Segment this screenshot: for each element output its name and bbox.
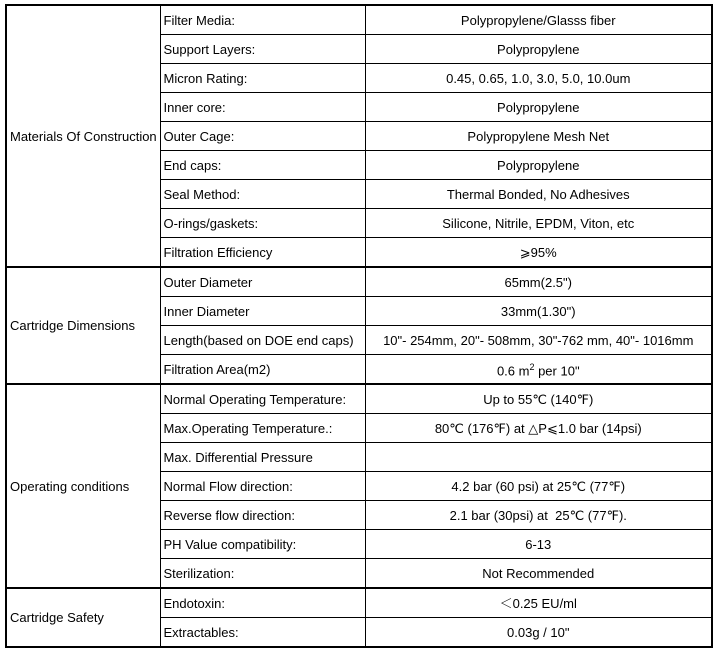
spec-table-container — [5, 4, 713, 648]
property-label: Max. Differential Pressure — [160, 443, 365, 472]
property-value: 80℃ (176℉) at △P⩽1.0 bar (14psi) — [365, 414, 712, 443]
group-label-dimensions: Cartridge Dimensions — [6, 267, 160, 384]
property-label: Micron Rating: — [160, 64, 365, 93]
property-label: Inner core: — [160, 93, 365, 122]
specification-table — [5, 4, 713, 648]
property-label: Normal Operating Temperature: — [160, 384, 365, 414]
property-label: Length(based on DOE end caps) — [160, 326, 365, 355]
table-row — [6, 384, 712, 414]
property-value: Polypropylene — [365, 151, 712, 180]
property-value: 0.03g / 10" — [365, 618, 712, 648]
property-label: Reverse flow direction: — [160, 501, 365, 530]
property-label: Endotoxin: — [160, 588, 365, 618]
property-label: Extractables: — [160, 618, 365, 648]
property-value: Polypropylene — [365, 93, 712, 122]
value-text: 0.6 m — [496, 363, 530, 379]
property-value: Polypropylene — [365, 35, 712, 64]
property-value: Polypropylene/Glasss fiber — [365, 5, 712, 35]
property-label: O-rings/gaskets: — [160, 209, 365, 238]
value-text: per 10" — [534, 363, 580, 379]
group-label-materials: Materials Of Construction — [6, 5, 160, 267]
property-value: 33mm(1.30") — [365, 297, 712, 326]
property-value — [365, 355, 712, 385]
property-value: ⩾95% — [365, 238, 712, 268]
property-value: Thermal Bonded, No Adhesives — [365, 180, 712, 209]
property-label: End caps: — [160, 151, 365, 180]
table-row — [6, 267, 712, 297]
group-label-operating: Operating conditions — [6, 384, 160, 588]
property-value: 0.45, 0.65, 1.0, 3.0, 5.0, 10.0um — [365, 64, 712, 93]
property-value: Up to 55℃ (140℉) — [365, 384, 712, 414]
property-value: Polypropylene Mesh Net — [365, 122, 712, 151]
property-value: 65mm(2.5") — [365, 267, 712, 297]
table-row — [6, 5, 712, 35]
property-value: Silicone, Nitrile, EPDM, Viton, etc — [365, 209, 712, 238]
property-value: 6-13 — [365, 530, 712, 559]
property-label: Max.Operating Temperature.: — [160, 414, 365, 443]
property-value: ＜0.25 EU/ml — [365, 588, 712, 618]
property-label: Normal Flow direction: — [160, 472, 365, 501]
property-value: 4.2 bar (60 psi) at 25℃ (77℉) — [365, 472, 712, 501]
property-value: 10"- 254mm, 20"- 508mm, 30"-762 mm, 40"- 1016mm — [365, 326, 712, 355]
property-label: Filtration Efficiency — [160, 238, 365, 268]
property-value — [365, 443, 712, 472]
property-label: Inner Diameter — [160, 297, 365, 326]
table-row — [6, 588, 712, 618]
group-label-safety: Cartridge Safety — [6, 588, 160, 647]
superscript-text: 2 — [529, 361, 535, 372]
property-label: Outer Cage: — [160, 122, 365, 151]
property-label: Outer Diameter — [160, 267, 365, 297]
property-label: Sterilization: — [160, 559, 365, 589]
property-label: Filter Media: — [160, 5, 365, 35]
property-label: PH Value compatibility: — [160, 530, 365, 559]
property-label: Support Layers: — [160, 35, 365, 64]
property-value: Not Recommended — [365, 559, 712, 589]
property-label: Seal Method: — [160, 180, 365, 209]
property-value: 2.1 bar (30psi) at 25℃ (77℉). — [365, 501, 712, 530]
property-label: Filtration Area(m2) — [160, 355, 365, 385]
